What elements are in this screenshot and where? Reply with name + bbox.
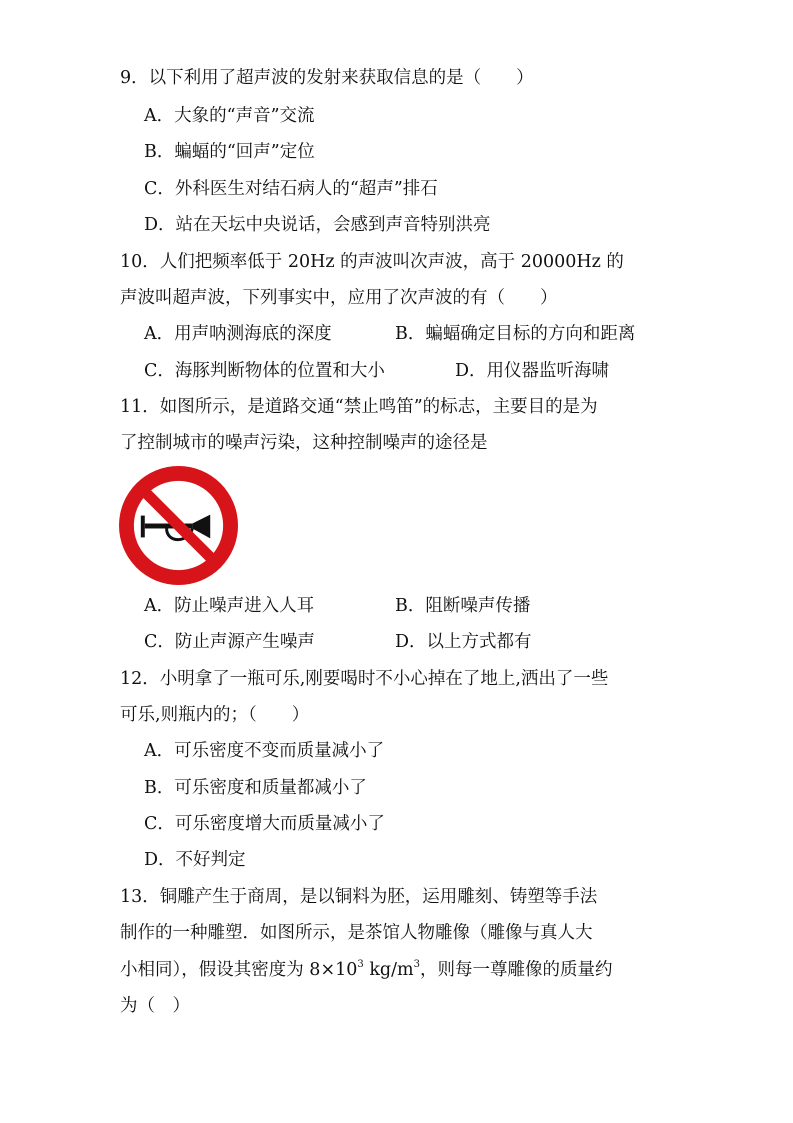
stem-text-end: ，则每一尊雕像的质量约	[420, 960, 613, 980]
question-13-stem-line-4: 为（ ）	[120, 996, 190, 1016]
unit-text: kg/m	[363, 960, 414, 980]
question-9-option-d: D．站在天坛中央说话，会感到声音特别洪亮	[144, 215, 491, 235]
question-11-stem-line-2: 了控制城市的噪声污染，这种控制噪声的途径是	[120, 433, 488, 453]
exponent: 3	[357, 959, 364, 970]
question-13-stem-line-2: 制作的一种雕塑．如图所示，是茶馆人物雕像（雕像与真人大	[120, 923, 593, 943]
question-12-option-a: A．可乐密度不变而质量减小了	[144, 741, 385, 761]
question-12-option-c: C．可乐密度增大而质量减小了	[144, 814, 385, 834]
question-9-option-b: B．蝙蝠的“回声”定位	[144, 142, 315, 162]
question-10-stem-line-1: 10．人们把频率低于 20Hz 的声波叫次声波，高于 20000Hz 的	[120, 252, 624, 272]
question-9-stem: 9．以下利用了超声波的发射来获取信息的是（ ）	[120, 68, 534, 88]
question-13-stem-line-3	[120, 958, 613, 982]
stem-text: 小相同），假设其密度为 8×10	[120, 960, 358, 980]
question-9-option-c: C．外科医生对结石病人的“超声”排石	[144, 179, 438, 199]
question-13-stem-line-1: 13．铜雕产生于商周，是以铜料为胚，运用雕刻、铸塑等手法	[120, 887, 598, 907]
question-11-option-b: B．阻断噪声传播	[395, 596, 531, 616]
question-11-option-c: C．防止声源产生噪声	[144, 632, 315, 652]
question-12-stem-line-2: 可乐,则瓶内的；（ ）	[120, 705, 310, 725]
question-9-option-a: A．大象的“声音”交流	[144, 106, 315, 126]
no-horn-sign-icon	[119, 466, 238, 585]
question-11-option-d: D．以上方式都有	[395, 632, 532, 652]
question-12-option-d: D．不好判定	[144, 850, 246, 870]
question-10-option-a: A．用声呐测海底的深度	[144, 324, 332, 344]
question-10-option-d: D．用仪器监听海啸	[455, 361, 610, 381]
question-10-option-b: B．蝙蝠确定目标的方向和距离	[395, 324, 636, 344]
question-11-stem-line-1: 11．如图所示，是道路交通“禁止鸣笛”的标志，主要目的是为	[120, 397, 598, 417]
question-12-option-b: B．可乐密度和质量都减小了	[144, 778, 367, 798]
question-11-option-a: A．防止噪声进入人耳	[144, 596, 315, 616]
question-12-stem-line-1: 12．小明拿了一瓶可乐,刚要喝时不小心掉在了地上,洒出了一些	[120, 669, 609, 689]
unit-exponent: 3	[413, 959, 421, 970]
question-10-stem-line-2: 声波叫超声波，下列事实中，应用了次声波的有（ ）	[120, 288, 558, 308]
question-10-option-c: C．海豚判断物体的位置和大小	[144, 361, 385, 381]
